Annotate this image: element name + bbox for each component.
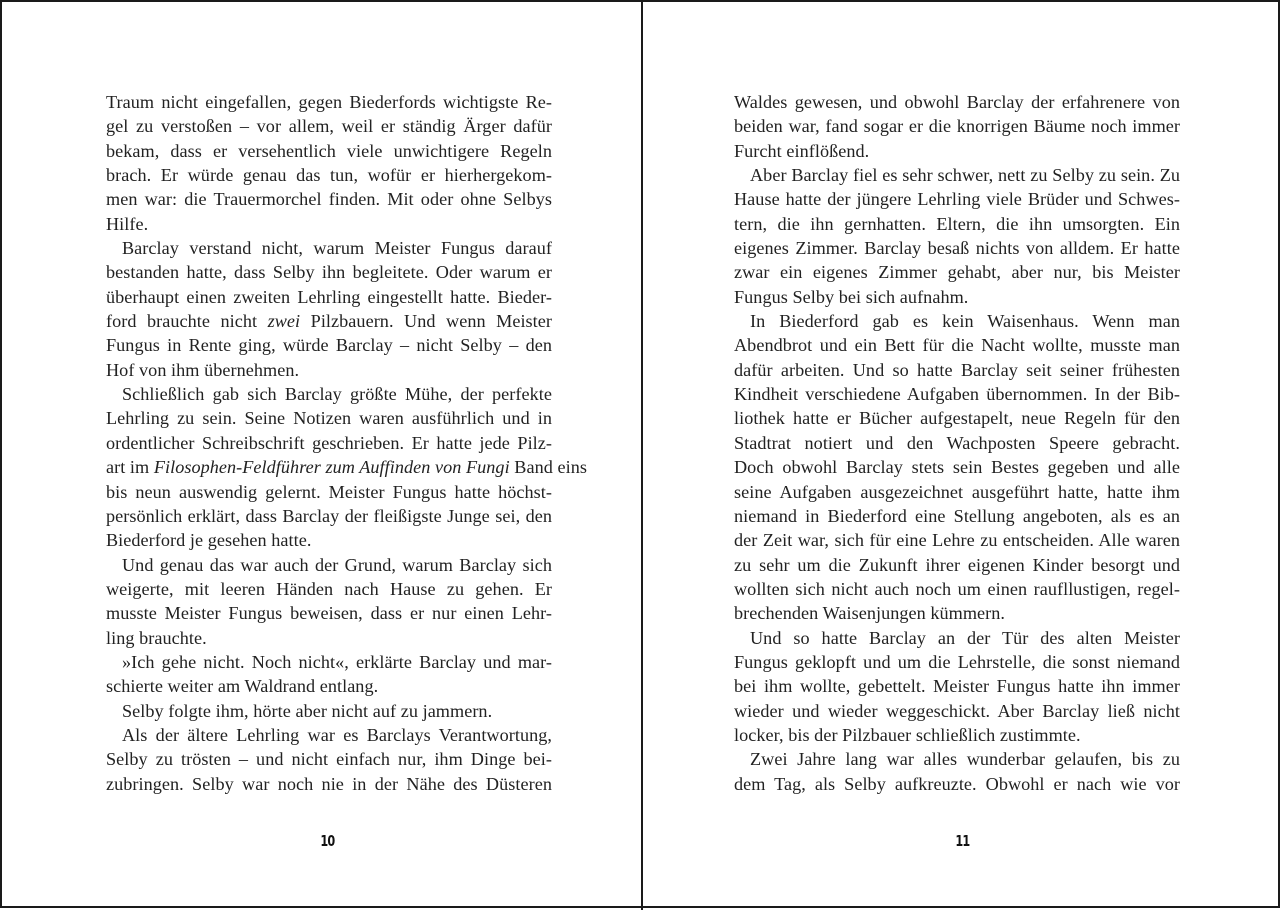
text-line: bestanden hatte, dass Selby ihn begleitete. Oder warum er [106,262,552,283]
text-line: brechenden Waisenjungen kümmern. [734,603,1006,624]
text-line: der Zeit war, sich für eine Lehre zu entscheiden. Alle waren [734,530,1180,551]
text-line: bekam, dass er versehentlich viele unwichtigere Regeln [106,140,552,161]
text-line: bis neun auswendig gelernt. Meister Fungus hatte höchst- [106,481,552,502]
text-line: tern, die ihn gernhatten. Eltern, die ihn umsorgten. Ein [734,213,1180,234]
text-line: Aber Barclay fiel es sehr schwer, nett zu Selby zu sein. Zu [750,165,1180,186]
text-line: In Biederford gab es kein Waisenhaus. Wenn man [750,311,1180,332]
text-run: art im [106,457,154,478]
text-line: Barclay verstand nicht, warum Meister Fungus darauf [122,238,552,259]
italic-book-title: Filosophen-Feldführer zum Auffinden von Fungi [153,457,510,478]
page-number: 10 [320,832,335,850]
text-line: Doch obwohl Barclay stets sein Bestes gegeben und alle [734,457,1180,478]
text-line: wieder und wieder weggeschickt. Aber Barclay ließ nicht [734,700,1180,721]
text-line: Und genau das war auch der Grund, warum Barclay sich [122,554,552,575]
text-line: liothek hatte er Bücher aufgestapelt, neue Regeln für den [734,408,1180,429]
page-number: 11 [955,832,970,850]
text-line: dafür arbeiten. Und so hatte Barclay seit seiner frühesten [734,359,1180,380]
text-line: Hilfe. [106,213,149,234]
italic-emphasis: zwei [267,311,301,332]
text-line: gel zu verstoßen – vor allem, weil er ständig Ärger dafür [106,116,552,137]
text-line: Selby zu trösten – und nicht einfach nur, ihm Dinge bei- [106,749,552,770]
text-line: Furcht einflößend. [734,140,870,161]
text-line: Waldes gewesen, und obwohl Barclay der erfahrenere von [734,92,1180,112]
text-line: überhaupt einen zweiten Lehrling eingestellt hatte. Bieder- [106,286,552,307]
text-line: Schließlich gab sich Barclay größte Mühe, der perfekte [122,384,552,405]
text-line: zubringen. Selby war noch nie in der Nähe des Düsteren [106,773,552,794]
text-line: wollten sich nicht auch noch um einen raufllustigen, regel- [734,578,1180,599]
text-line: dem Tag, als Selby aufkreuzte. Obwohl er nach wie vor [734,773,1180,794]
text-line: bei ihm wollte, gebettelt. Meister Fungus hatte ihn immer [734,676,1180,697]
text-line: »Ich gehe nicht. Noch nicht«, erklärte Barclay und mar- [122,651,552,672]
left-page [2,2,642,910]
text-line: Traum nicht eingefallen, gegen Biederfords wichtigste Re- [106,92,552,112]
text-line: persönlich erklärt, dass Barclay der fleißigste Junge sei, den [106,505,552,526]
text-line: Hof von ihm übernehmen. [106,359,300,380]
left-page-text [106,90,587,796]
text-line: Zwei Jahre lang war alles wunderbar gelaufen, bis zu [750,749,1180,770]
text-run: Pilzbauern. Und wenn Meister [300,311,553,332]
text-line: men war: die Trauermorchel finden. Mit oder ohne Selbys [106,189,552,210]
text-line: Abendbrot und ein Bett für die Nacht wollte, musste man [734,335,1180,356]
text-line: Kindheit verschiedene Aufgaben übernommen. In der Bib- [734,384,1180,405]
text-line: brach. Er würde genau das tun, wofür er hierhergekom- [106,165,552,186]
text-run: ford brauchte nicht [106,311,268,332]
text-line: Fungus Selby bei sich aufnahm. [734,286,969,307]
right-page [642,2,1280,910]
text-line [106,455,587,479]
text-line: beiden war, fand sogar er die knorrigen Bäume noch immer [734,116,1180,137]
text-line: locker, bis der Pilzbauer schließlich zustimmte. [734,724,1081,745]
text-line: seine Aufgaben ausgezeichnet ausgeführt hatte, hatte ihm [734,481,1180,502]
text-line: weigerte, mit leeren Händen nach Hause zu gehen. Er [106,578,552,599]
text-line [106,309,552,333]
text-line: Selby folgte ihm, hörte aber nicht auf zu jammern. [122,700,493,721]
text-line: ordentlicher Schreibschrift geschrieben. Er hatte jede Pilz- [106,432,552,453]
text-line: musste Meister Fungus beweisen, dass er nur einen Lehr- [106,603,552,624]
text-line: eigenes Zimmer. Barclay besaß nichts von alldem. Er hatte [734,238,1180,259]
text-line: Und so hatte Barclay an der Tür des alten Meister [750,627,1180,648]
text-line: zwar ein eigenes Zimmer gehabt, aber nur, bis Meister [734,262,1180,283]
text-line: niemand in Biederford eine Stellung angeboten, als es an [734,505,1180,526]
text-line: Biederford je gesehen hatte. [106,530,312,551]
text-line: Fungus geklopft und um die Lehrstelle, die sonst niemand [734,651,1180,672]
text-line: schierte weiter am Waldrand entlang. [106,676,379,697]
text-line: Hause hatte der jüngere Lehrling viele Brüder und Schwes- [734,189,1180,210]
text-line: ling brauchte. [106,627,207,648]
text-line: Als der ältere Lehrling war es Barclays Verantwortung, [122,724,552,745]
text-line: Lehrling zu sein. Seine Notizen waren ausführlich und in [106,408,552,429]
text-line: zu sehr um die Zukunft ihrer eigenen Kinder besorgt und [734,554,1180,575]
right-page-text [734,90,1180,796]
text-line: Stadtrat notiert und den Wachposten Speere gebracht. [734,432,1180,453]
text-run: Band eins [509,457,587,478]
text-line: Fungus in Rente ging, würde Barclay – nicht Selby – den [106,335,552,356]
